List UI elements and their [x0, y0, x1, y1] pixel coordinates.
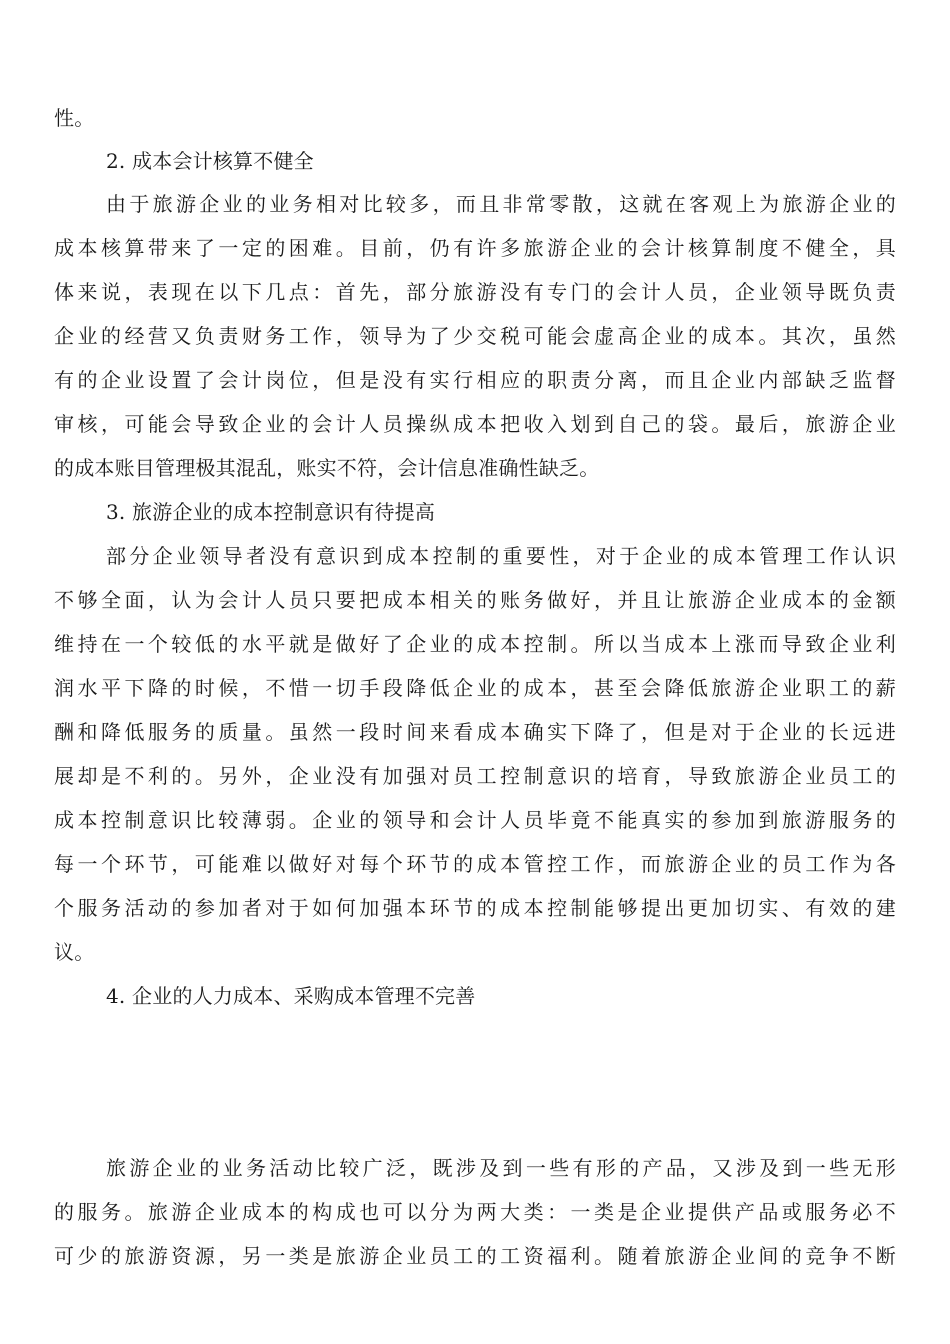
paragraph-line: 润水平下降的时候，不惜一切手段降低企业的成本，甚至会降低旅游企业职工的薪 [54, 676, 896, 700]
paragraph-line: 议。 [54, 940, 95, 964]
paragraph-line: 维持在一个较低的水平就是做好了企业的成本控制。所以当成本上涨而导致企业利 [54, 632, 896, 656]
section-heading-2: 2. 成本会计核算不健全 [106, 149, 314, 173]
paragraph-line: 成本核算带来了一定的困难。目前，仍有许多旅游企业的会计核算制度不健全，具 [54, 236, 896, 260]
section-heading-3: 3. 旅游企业的成本控制意识有待提高 [106, 500, 436, 524]
paragraph-line: 由于旅游企业的业务相对比较多，而且非常零散，这就在客观上为旅游企业的 [106, 192, 896, 216]
paragraph-line: 的服务。旅游企业成本的构成也可以分为两大类：一类是企业提供产品或服务必不 [54, 1200, 896, 1224]
paragraph-line: 审核，可能会导致企业的会计人员操纵成本把收入划到自己的袋。最后，旅游企业 [54, 412, 896, 436]
paragraph-line: 旅游企业的业务活动比较广泛，既涉及到一些有形的产品，又涉及到一些无形 [106, 1156, 896, 1180]
paragraph-line: 个服务活动的参加者对于如何加强本环节的成本控制能够提出更加切实、有效的建 [54, 896, 896, 920]
paragraph-line: 酬和降低服务的质量。虽然一段时间来看成本确实下降了，但是对于企业的长远进 [54, 720, 896, 744]
paragraph-line: 展却是不利的。另外，企业没有加强对员工控制意识的培育，导致旅游企业员工的 [54, 764, 896, 788]
paragraph-line: 不够全面，认为会计人员只要把成本相关的账务做好，并且让旅游企业成本的金额 [54, 588, 896, 612]
paragraph-line: 每一个环节，可能难以做好对每个环节的成本管控工作，而旅游企业的员工作为各 [54, 852, 896, 876]
paragraph-line: 有的企业设置了会计岗位，但是没有实行相应的职责分离，而且企业内部缺乏监督 [54, 368, 896, 392]
section-heading-4: 4. 企业的人力成本、采购成本管理不完善 [106, 984, 476, 1008]
paragraph-line: 的成本账目管理极其混乱，账实不符，会计信息准确性缺乏。 [54, 456, 600, 480]
paragraph-line: 性。 [54, 106, 95, 130]
paragraph-line: 体来说，表现在以下几点：首先，部分旅游没有专门的会计人员，企业领导既负责 [54, 280, 896, 304]
paragraph-line: 成本控制意识比较薄弱。企业的领导和会计人员毕竟不能真实的参加到旅游服务的 [54, 808, 896, 832]
paragraph-line: 企业的经营又负责财务工作，领导为了少交税可能会虚高企业的成本。其次，虽然 [54, 324, 896, 348]
paragraph-line: 可少的旅游资源，另一类是旅游企业员工的工资福利。随着旅游企业间的竞争不断 [54, 1244, 896, 1268]
paragraph-line: 部分企业领导者没有意识到成本控制的重要性，对于企业的成本管理工作认识 [106, 544, 896, 568]
